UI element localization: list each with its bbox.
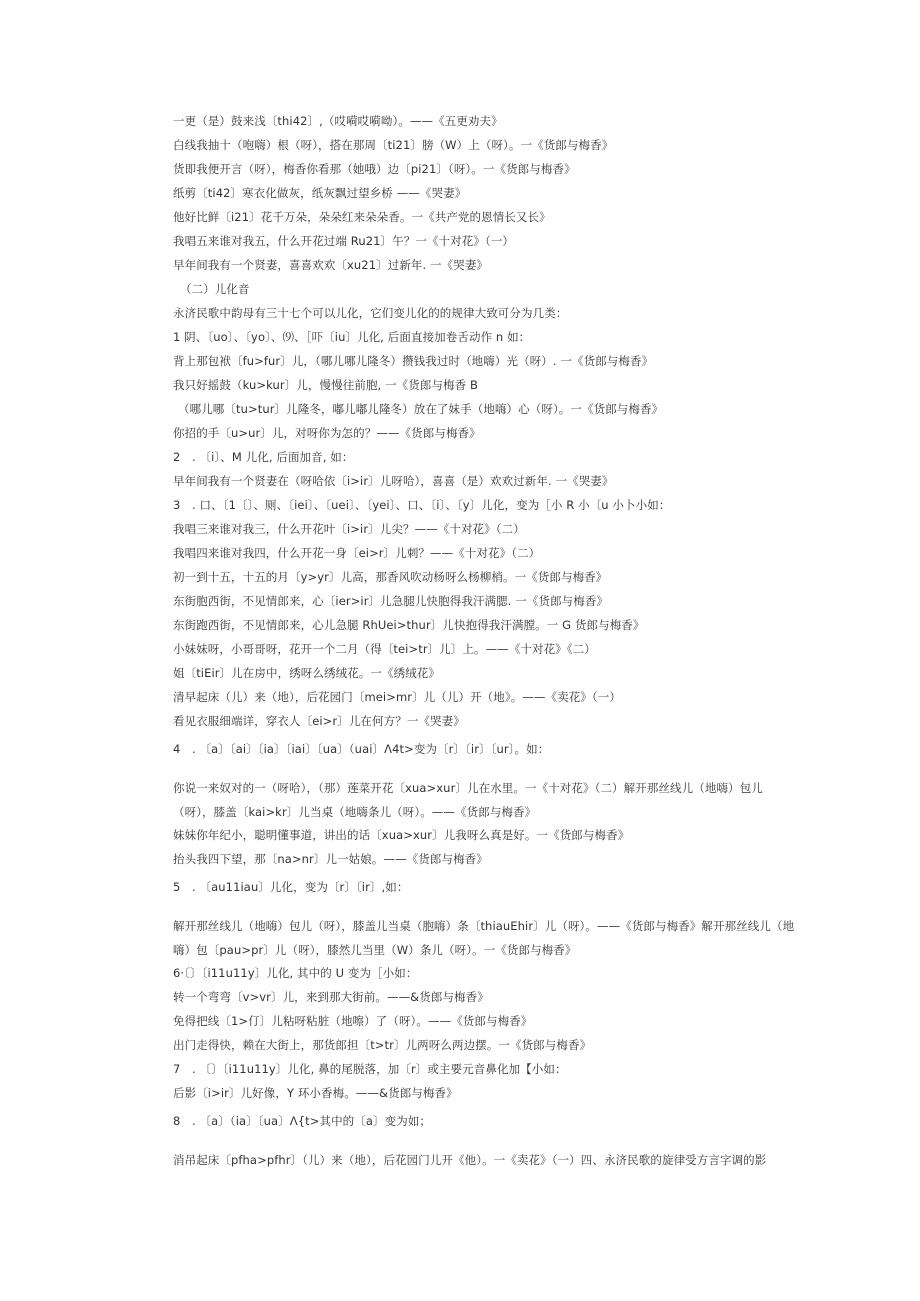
text-line: 永济民歌中韵母有三十七个可以儿化，它们变儿化的的规律大致可分为几类： (173, 306, 568, 320)
text-line: 小妹妹呀，小哥哥呀，花开一个二月（得〔tei>tr〕儿〕上。——《十对花》《二） (173, 642, 596, 656)
section-heading: （二）儿化音 (180, 282, 250, 296)
text-line: 你招的手〔u>ur〕儿，对呀你为怎的？——《货郎与梅香》 (173, 426, 481, 440)
text-line: 出门走得快，赖在大街上，那货郎担〔t>tr〕儿两呀么两边摆。一《货郎与梅香》 (173, 1038, 592, 1052)
text-line: 抬头我四下望，那〔na>nr〕儿一姑娘。——《货郎与梅香》 (173, 852, 488, 866)
text-line: 初一到十五，十五的月〔y>yr〕儿高，那香风吹动杨呀么杨柳梢。一《货郎与梅香》 (173, 570, 608, 584)
text-paragraph: 消吊起床〔pfha>pfhr〕（儿）来（地），后花园门儿开《他）。一《卖花》（一）四、永济民歌的旋律受方言字调的影 (173, 1153, 767, 1167)
text-line: 东街跑西街，不见情郎来，心儿急腿 RhUei>thur〕儿快抱得我汗满膛。一 G 货郎与梅香》 (173, 618, 645, 632)
text-line: 我唱五来谁对我五，什么开花过端 Ru21〕午？一《十对花》（一） (173, 234, 514, 248)
text-line: 我只好摇鼓（ku>kur〕儿，慢慢往前胞, 一《货郎与梅香 B (173, 378, 479, 392)
text-line: 一更（是）鼓来浅〔thi42〕,（哎嗬哎嗬呦）。——《五更劝夫》 (173, 114, 503, 128)
text-paragraph: 解开那丝线儿（地嗨）包儿（呀），膝盖儿当桌（胞嗨）条〔thiauEhir〕儿（呀）。——《货郎与梅香》解开那丝线儿（地嗨）包〔pau>pr〕儿（呀），膝然儿当里（W）条儿（呀）。一《货郎与梅香》 (173, 919, 795, 957)
text-line: 后影〔i>ir〕儿好像，Y 环小香梅。——&货郎与梅香》 (173, 1086, 458, 1100)
text-line: 白线我抽十（咆嗨）根（呀），搭在那周〔ti21〕膀（W）上（呀）。一《货郎与梅香》 (173, 138, 614, 152)
text-line: 纸剪〔ti42〕寒衣化做灰，纸灰飘过望乡桥 ——《哭妻》 (173, 186, 467, 200)
text-line: （哪儿哪〔tu>tur〕儿隆冬，嘟儿嘟儿隆冬）放在了妹手（地嗨）心（呀）。一《货郎与梅香》 (178, 402, 664, 416)
text-line: 背上那包袱〔fu>fur〕儿，（哪儿哪儿隆冬）攒钱我过时（地嗨）光（呀）. 一《货郎与梅香》 (173, 354, 654, 368)
text-line: 2 . 〔i〕、M 儿化, 后面加音, 如： (173, 450, 354, 464)
text-line: 5 . 〔au11iau〕儿化，变为〔r〕〔ir〕,如： (173, 880, 409, 894)
text-line: 我唱四来谁对我四，什么开花一身〔ei>r〕儿刺？——《十对花》（二） (173, 546, 541, 560)
text-line: 东街胞西街，不见情郎来，心〔ier>ir〕儿急腿儿快胞得我汗满腮. 一《货郎与梅香》 (173, 594, 609, 608)
text-line: 6·〔〕〔i11u11y〕儿化, 其中的 U 变为［小如： (173, 966, 418, 980)
text-line: 早年间我有一个贤妻，喜喜欢欢〔xu21〕过新年. 一《哭妻》 (173, 258, 489, 272)
text-line: 货即我便开言（呀），梅香你看那（她哦）边〔pi21〕（呀）。一《货郎与梅香》 (173, 162, 576, 176)
text-line: 4 . 〔a〕〔ai〕〔ia〕〔iai〕〔ua〕（uai〕Λ4t>变为〔r〕〔ir〕〔ur〕。如： (173, 742, 550, 756)
text-line: 我唱三来谁对我三，什么开花叶〔i>ir〕儿尖？——《十对花》（二） (173, 522, 525, 536)
text-line: 3 . 口、〔1〔〕、厕、〔iei〕、〔uei〕、〔yei〕、口、〔i〕、〔y〕儿化，变为［小 R 小〔u 小卜小如： (173, 498, 671, 512)
text-line: 1 阴、〔uo〕、〔yo〕、⑼、［吓〔iu〕儿化, 后面直接加卷舌动作 n 如： (173, 330, 531, 344)
text-line: 早年间我有一个贤妻在（呀哈依〔i>ir〕儿呀哈），喜喜（是）欢欢过新年. 一《哭妻》 (173, 474, 614, 488)
text-line: 转一个弯弯〔v>vr〕儿，来到那大街前。——&货郎与梅香》 (173, 990, 489, 1004)
text-line: 他好比鲜〔i21〕花千万朵，朵朵红来朵朵香。一《共产党的恩情长又长》 (173, 210, 551, 224)
text-line: 看见衣服细端详，穿衣人〔ei>r〕儿在何方？一《哭妻》 (173, 714, 465, 728)
text-line: 姐〔tiEir〕儿在房中，绣呀么绣绒花。一《绣绒花》 (173, 666, 440, 680)
text-paragraph: 你说一来奴对的一（呀哈），（那）莲菜开花〔xua>xur〕儿在水里。一《十对花》（二）解开那丝线儿（地嗨）包儿（呀），膝盖〔kai>kr〕儿当桌（地嗨条儿（呀）。——《货郎与梅香》 (173, 781, 763, 819)
text-line: 免得把线〔1>仃〕儿粘呀粘脏（地嚓）了（呀）。——《货郎与梅香》 (173, 1014, 533, 1028)
text-line: 7 . 〔〕〔i11u11y〕儿化, 鼻的尾脱落，加〔r〕或主要元音鼻化加【小如： (173, 1062, 567, 1076)
text-line: 妹妹你年纪小，聪明懂事道，讲出的话〔xua>xur〕儿我呀么真是好。一《货郎与梅香》 (173, 828, 630, 842)
text-line: 清早起床（儿）来（地），后花园门〔mei>mr〕儿（儿）开（地》。——《卖花》（一） (173, 690, 621, 704)
text-line: 8 . 〔a〕（ia〕〔ua〕Λ{t>其中的〔a〕变为如； (173, 1114, 432, 1128)
